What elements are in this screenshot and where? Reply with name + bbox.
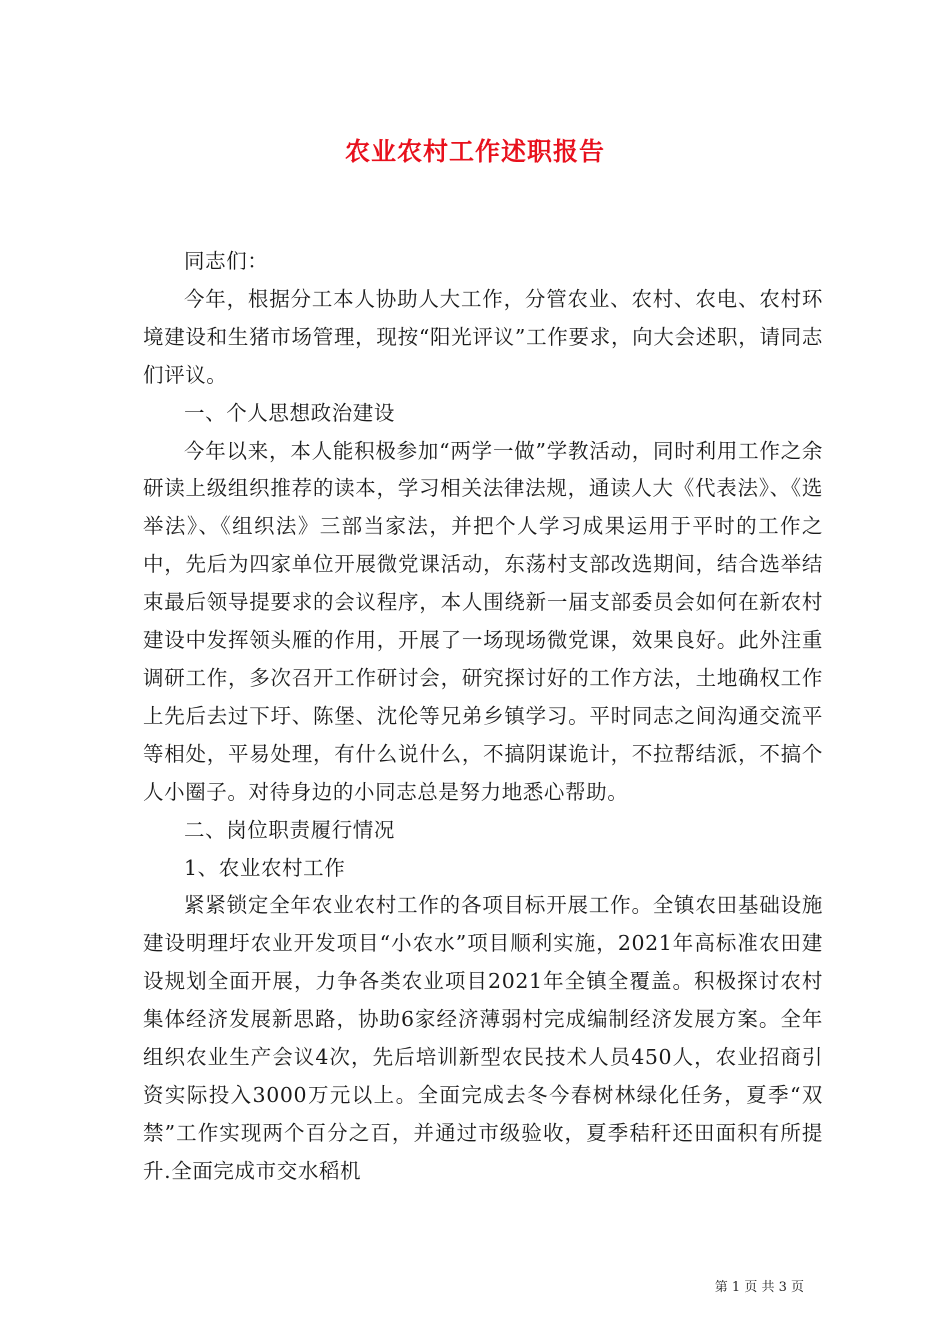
paragraph: 今年，根据分工本人协助人大工作，分管农业、农村、农电、农村环境建设和生猪市场管理，现按“阳光评议”工作要求，向大会述职，请同志们评议。	[143, 286, 823, 387]
document-title: 农业农村工作述职报告	[344, 137, 605, 166]
section-heading: 二、岗位职责履行情况	[184, 817, 395, 842]
page-number: 第 1 页 共 3 页	[714, 1280, 804, 1295]
section-heading: 一、个人思想政治建设	[184, 400, 395, 425]
salutation: 同志们：	[184, 249, 269, 273]
paragraph: 今年以来，本人能积极参加“两学一做”学教活动，同时利用工作之余研读上级组织推荐的读本，学习相关法律法规，通读人大《代表法》、《选举法》、《组织法》三部当家法，并把个人学习成果运用于平时的工作之中，先后为四家单位开展微党课活动，东荡村支部改选期间，结合选举结束最后领导提要求的会议程序，本人围绕新一届支部委员会如何在新农村建设中发挥领头雁的作用，开展了一场现场微党课，效果良好。此外注重调研工作，多次召开工作研讨会，研究探讨好的工作方法，土地确权工作上先后去过下圩、陈堡、沈伦等兄弟乡镇学习。平时同志之间沟通交流平等相处，平易处理，有什么说什么，不搞阴谋诡计，不拉帮结派，不搞个人小圈子。对待身边的小同志总是努力地悉心帮助。	[143, 438, 823, 804]
paragraph: 紧紧锁定全年农业农村工作的各项目标开展工作。全镇农田基础设施建设明理圩农业开发项目“小农水”项目顺利实施，2021年高标准农田建设规划全面开展，力争各类农业项目2021年全镇全覆盖。积极探讨农村集体经济发展新思路，协助6家经济薄弱村完成编制经济发展方案。全年组织农业生产会议4次，先后培训新型农民技术人员450人，农业招商引资实际投入3000万元以上。全面完成去冬今春树林绿化任务，夏季“双禁”工作实现两个百分之百，并通过市级验收，夏季秸秆还田面积有所提升.全面完成市交水稻机	[143, 893, 823, 1183]
subsection-heading: 1、农业农村工作	[184, 855, 346, 880]
document-body	[143, 243, 823, 1191]
